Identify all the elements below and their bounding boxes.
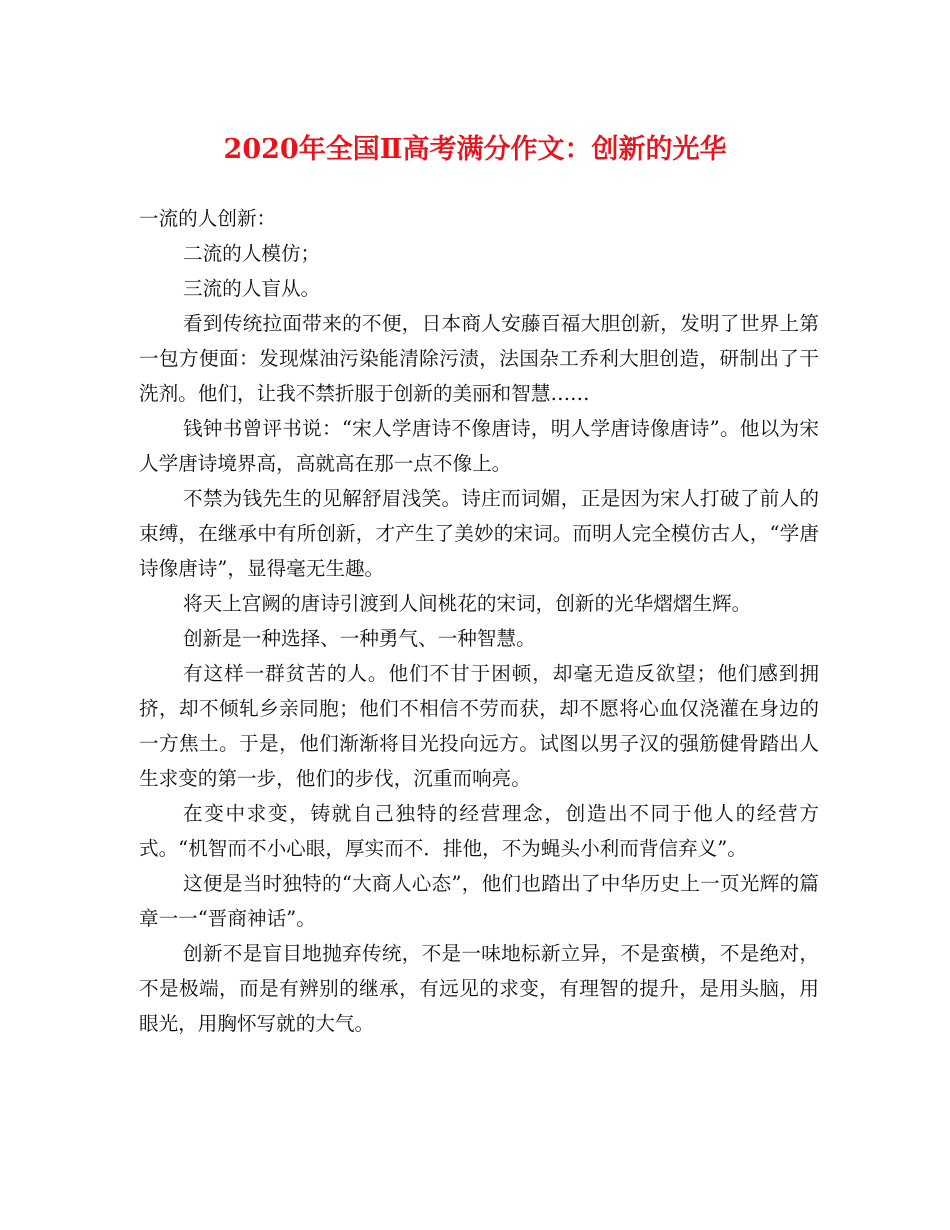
paragraph-7: 将天上宫阙的唐诗引渡到人间桃花的宋词，创新的光华熠熠生辉。 <box>183 592 752 615</box>
paragraph-11: 这便是当时独特的“大商人心态”，他们也踏出了中华历史上一页光辉的篇章一一“晋商神话”。 <box>139 872 819 930</box>
paragraph-8: 创新是一种选择、一种勇气、一种智慧。 <box>183 627 536 650</box>
paragraph-3: 三流的人盲从。 <box>183 277 321 300</box>
paragraph-1: 一流的人创新： <box>139 207 277 230</box>
paragraph-12: 创新不是盲目地抛弃传统，不是一味地标新立异，不是蛮横，不是绝对，不是极端，而是有辨别的继承，有远见的求变，有理智的提升，是用头脑，用眼光，用胸怀写就的大气。 <box>139 942 819 1035</box>
document-title: 2020年全国Ⅱ高考满分作文：创新的光华 <box>223 134 727 165</box>
paragraph-4: 看到传统拉面带来的不便，日本商人安藤百福大胆创新，发明了世界上第一包方便面：发现煤油污染能清除污渍，法国杂工乔利大胆创造，研制出了干洗剂。他们，让我不禁折服于创新的美丽和智慧…… <box>139 312 819 405</box>
document-body <box>139 201 819 1041</box>
paragraph-2: 二流的人模仿； <box>183 242 321 265</box>
paragraph-6: 不禁为钱先生的见解舒眉浅笑。诗庄而词媚，正是因为宋人打破了前人的束缚，在继承中有所创新，才产生了美妙的宋词。而明人完全模仿古人，“学唐诗像唐诗”，显得毫无生趣。 <box>139 487 819 580</box>
paragraph-9: 有这样一群贫苦的人。他们不甘于困顿，却毫无造反欲望；他们感到拥挤，却不倾轧乡亲同胞；他们不相信不劳而获，却不愿将心血仅浇灌在身边的一方焦土。于是，他们渐渐将目光投向远方。试图以男子汉的强筋健骨踏出人生求变的第一步，他们的步伐，沉重而响亮。 <box>139 662 819 790</box>
paragraph-10: 在变中求变，铸就自己独特的经营理念，创造出不同于他人的经营方式。“机智而不小心眼，厚实而不．排他，不为蝇头小利而背信弃义”。 <box>139 802 819 860</box>
paragraph-5: 钱钟书曾评书说：“宋人学唐诗不像唐诗，明人学唐诗像唐诗”。他以为宋人学唐诗境界高，高就高在那一点不像上。 <box>139 417 819 475</box>
